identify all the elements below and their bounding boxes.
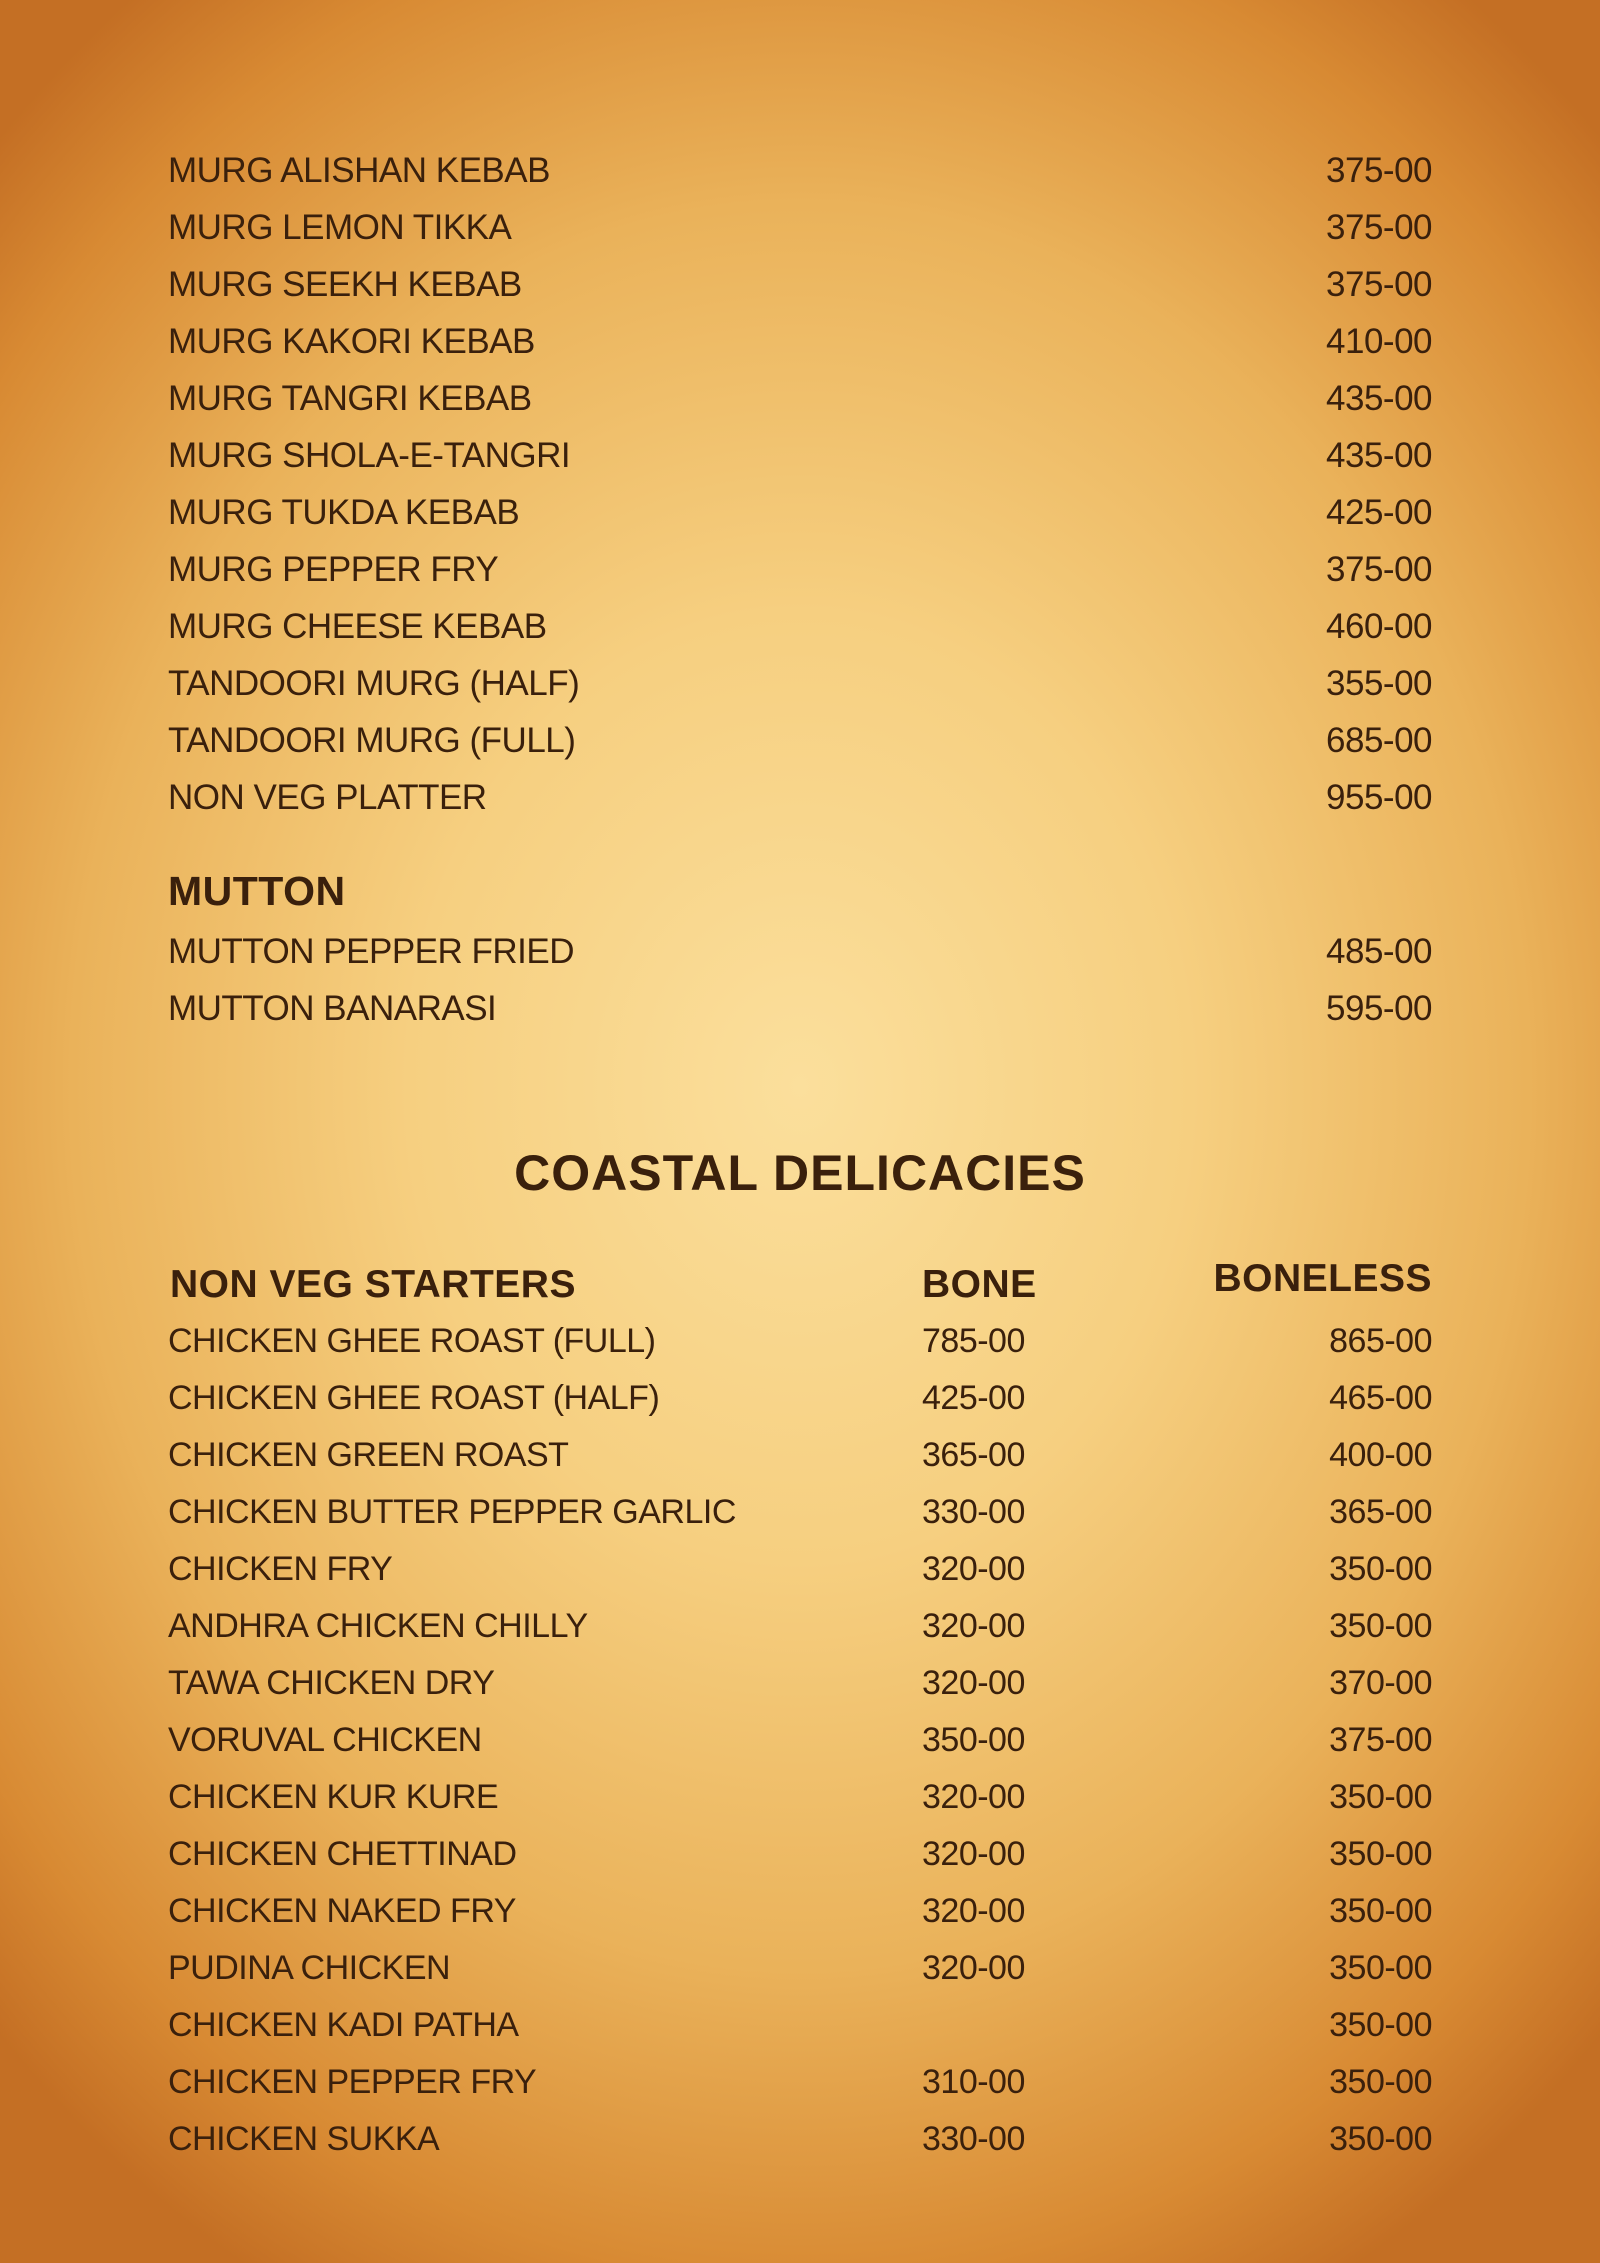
coastal-title: COASTAL DELICACIES <box>514 1145 1086 1201</box>
item-name: CHICKEN KUR KURE <box>168 1778 499 1816</box>
item-name: MURG SHOLA-E-TANGRI <box>168 436 571 475</box>
boneless-price: 350-00 <box>1329 1607 1432 1645</box>
item-price: 375-00 <box>1326 265 1432 304</box>
menu-item-row <box>168 927 1432 977</box>
menu-item-row <box>168 602 1432 652</box>
item-price: 955-00 <box>1326 778 1432 817</box>
boneless-price: 400-00 <box>1329 1436 1432 1474</box>
boneless-price: 350-00 <box>1329 1550 1432 1588</box>
bone-price: 320-00 <box>922 1778 1025 1816</box>
item-name: TAWA CHICKEN DRY <box>168 1664 495 1702</box>
boneless-price: 350-00 <box>1329 1778 1432 1816</box>
bone-price: 330-00 <box>922 2120 1025 2158</box>
item-name: CHICKEN NAKED FRY <box>168 1892 516 1930</box>
bone-price: 320-00 <box>922 1607 1025 1645</box>
item-price: 375-00 <box>1326 550 1432 589</box>
coastal-item-row <box>168 1658 1432 1708</box>
item-price: 435-00 <box>1326 436 1432 475</box>
boneless-price: 465-00 <box>1329 1379 1432 1417</box>
item-name: MURG PEPPER FRY <box>168 550 499 589</box>
coastal-item-row <box>168 1487 1432 1537</box>
coastal-item-row <box>168 1829 1432 1879</box>
bone-price: 425-00 <box>922 1379 1025 1417</box>
item-price: 425-00 <box>1326 493 1432 532</box>
item-name: ANDHRA CHICKEN CHILLY <box>168 1607 588 1645</box>
item-name: MURG LEMON TIKKA <box>168 208 512 247</box>
menu-item-row <box>168 317 1432 367</box>
boneless-column-heading: BONELESS <box>1213 1257 1432 1300</box>
item-price: 595-00 <box>1326 989 1432 1028</box>
bone-price: 310-00 <box>922 2063 1025 2101</box>
menu-item-row <box>168 203 1432 253</box>
item-name: MURG SEEKH KEBAB <box>168 265 522 304</box>
boneless-price: 365-00 <box>1329 1493 1432 1531</box>
item-name: CHICKEN BUTTER PEPPER GARLIC <box>168 1493 736 1531</box>
item-price: 460-00 <box>1326 607 1432 646</box>
item-name: CHICKEN KADI PATHA <box>168 2006 519 2044</box>
item-name: CHICKEN SUKKA <box>168 2120 440 2158</box>
item-name: CHICKEN GREEN ROAST <box>168 1436 569 1474</box>
coastal-item-row <box>168 1430 1432 1480</box>
item-name: MURG TANGRI KEBAB <box>168 379 532 418</box>
item-name: CHICKEN GHEE ROAST (FULL) <box>168 1322 656 1360</box>
item-name: MURG ALISHAN KEBAB <box>168 151 550 190</box>
item-name: TANDOORI MURG (FULL) <box>168 721 576 760</box>
boneless-price: 350-00 <box>1329 2063 1432 2101</box>
coastal-item-row <box>168 1715 1432 1765</box>
coastal-item-row <box>168 1943 1432 1993</box>
item-price: 485-00 <box>1326 932 1432 971</box>
item-price: 410-00 <box>1326 322 1432 361</box>
item-name: CHICKEN CHETTINAD <box>168 1835 517 1873</box>
coastal-item-row <box>168 1316 1432 1366</box>
coastal-item-row <box>168 1772 1432 1822</box>
boneless-price: 350-00 <box>1329 2006 1432 2044</box>
menu-item-row <box>168 260 1432 310</box>
coastal-item-row <box>168 2057 1432 2107</box>
item-name: CHICKEN FRY <box>168 1550 393 1588</box>
item-name: CHICKEN PEPPER FRY <box>168 2063 537 2101</box>
menu-item-row <box>168 773 1432 823</box>
menu-item-row <box>168 146 1432 196</box>
boneless-price: 375-00 <box>1329 1721 1432 1759</box>
boneless-price: 370-00 <box>1329 1664 1432 1702</box>
bone-price: 350-00 <box>922 1721 1025 1759</box>
menu-item-row <box>168 716 1432 766</box>
mutton-heading: MUTTON <box>168 868 346 914</box>
item-price: 375-00 <box>1326 208 1432 247</box>
bone-price: 320-00 <box>922 1949 1025 1987</box>
bone-price: 320-00 <box>922 1835 1025 1873</box>
bone-price: 320-00 <box>922 1550 1025 1588</box>
item-name: MUTTON PEPPER FRIED <box>168 932 575 971</box>
boneless-price: 350-00 <box>1329 1949 1432 1987</box>
menu-item-row <box>168 431 1432 481</box>
menu-item-row <box>168 545 1432 595</box>
item-price: 435-00 <box>1326 379 1432 418</box>
menu-item-row <box>168 374 1432 424</box>
coastal-item-row <box>168 2114 1432 2164</box>
item-price: 355-00 <box>1326 664 1432 703</box>
coastal-item-row <box>168 1886 1432 1936</box>
boneless-price: 350-00 <box>1329 1892 1432 1930</box>
bone-price: 785-00 <box>922 1322 1025 1360</box>
item-name: VORUVAL CHICKEN <box>168 1721 482 1759</box>
non-veg-starters-heading: NON VEG STARTERS <box>170 1263 576 1306</box>
item-name: TANDOORI MURG (HALF) <box>168 664 580 703</box>
item-name: MURG KAKORI KEBAB <box>168 322 535 361</box>
bone-price: 320-00 <box>922 1892 1025 1930</box>
item-name: NON VEG PLATTER <box>168 778 487 817</box>
item-price: 685-00 <box>1326 721 1432 760</box>
menu-item-row <box>168 984 1432 1034</box>
bone-price: 330-00 <box>922 1493 1025 1531</box>
coastal-item-row <box>168 1373 1432 1423</box>
boneless-price: 350-00 <box>1329 2120 1432 2158</box>
coastal-item-row <box>168 1601 1432 1651</box>
item-price: 375-00 <box>1326 151 1432 190</box>
menu-item-row <box>168 488 1432 538</box>
coastal-item-row <box>168 2000 1432 2050</box>
boneless-price: 865-00 <box>1329 1322 1432 1360</box>
item-name: CHICKEN GHEE ROAST (HALF) <box>168 1379 660 1417</box>
item-name: MURG CHEESE KEBAB <box>168 607 547 646</box>
bone-column-heading: BONE <box>922 1263 1037 1306</box>
bone-price: 320-00 <box>922 1664 1025 1702</box>
item-name: MURG TUKDA KEBAB <box>168 493 520 532</box>
item-name: MUTTON BANARASI <box>168 989 497 1028</box>
menu-item-row <box>168 659 1432 709</box>
item-name: PUDINA CHICKEN <box>168 1949 451 1987</box>
bone-price: 365-00 <box>922 1436 1025 1474</box>
boneless-price: 350-00 <box>1329 1835 1432 1873</box>
coastal-item-row <box>168 1544 1432 1594</box>
